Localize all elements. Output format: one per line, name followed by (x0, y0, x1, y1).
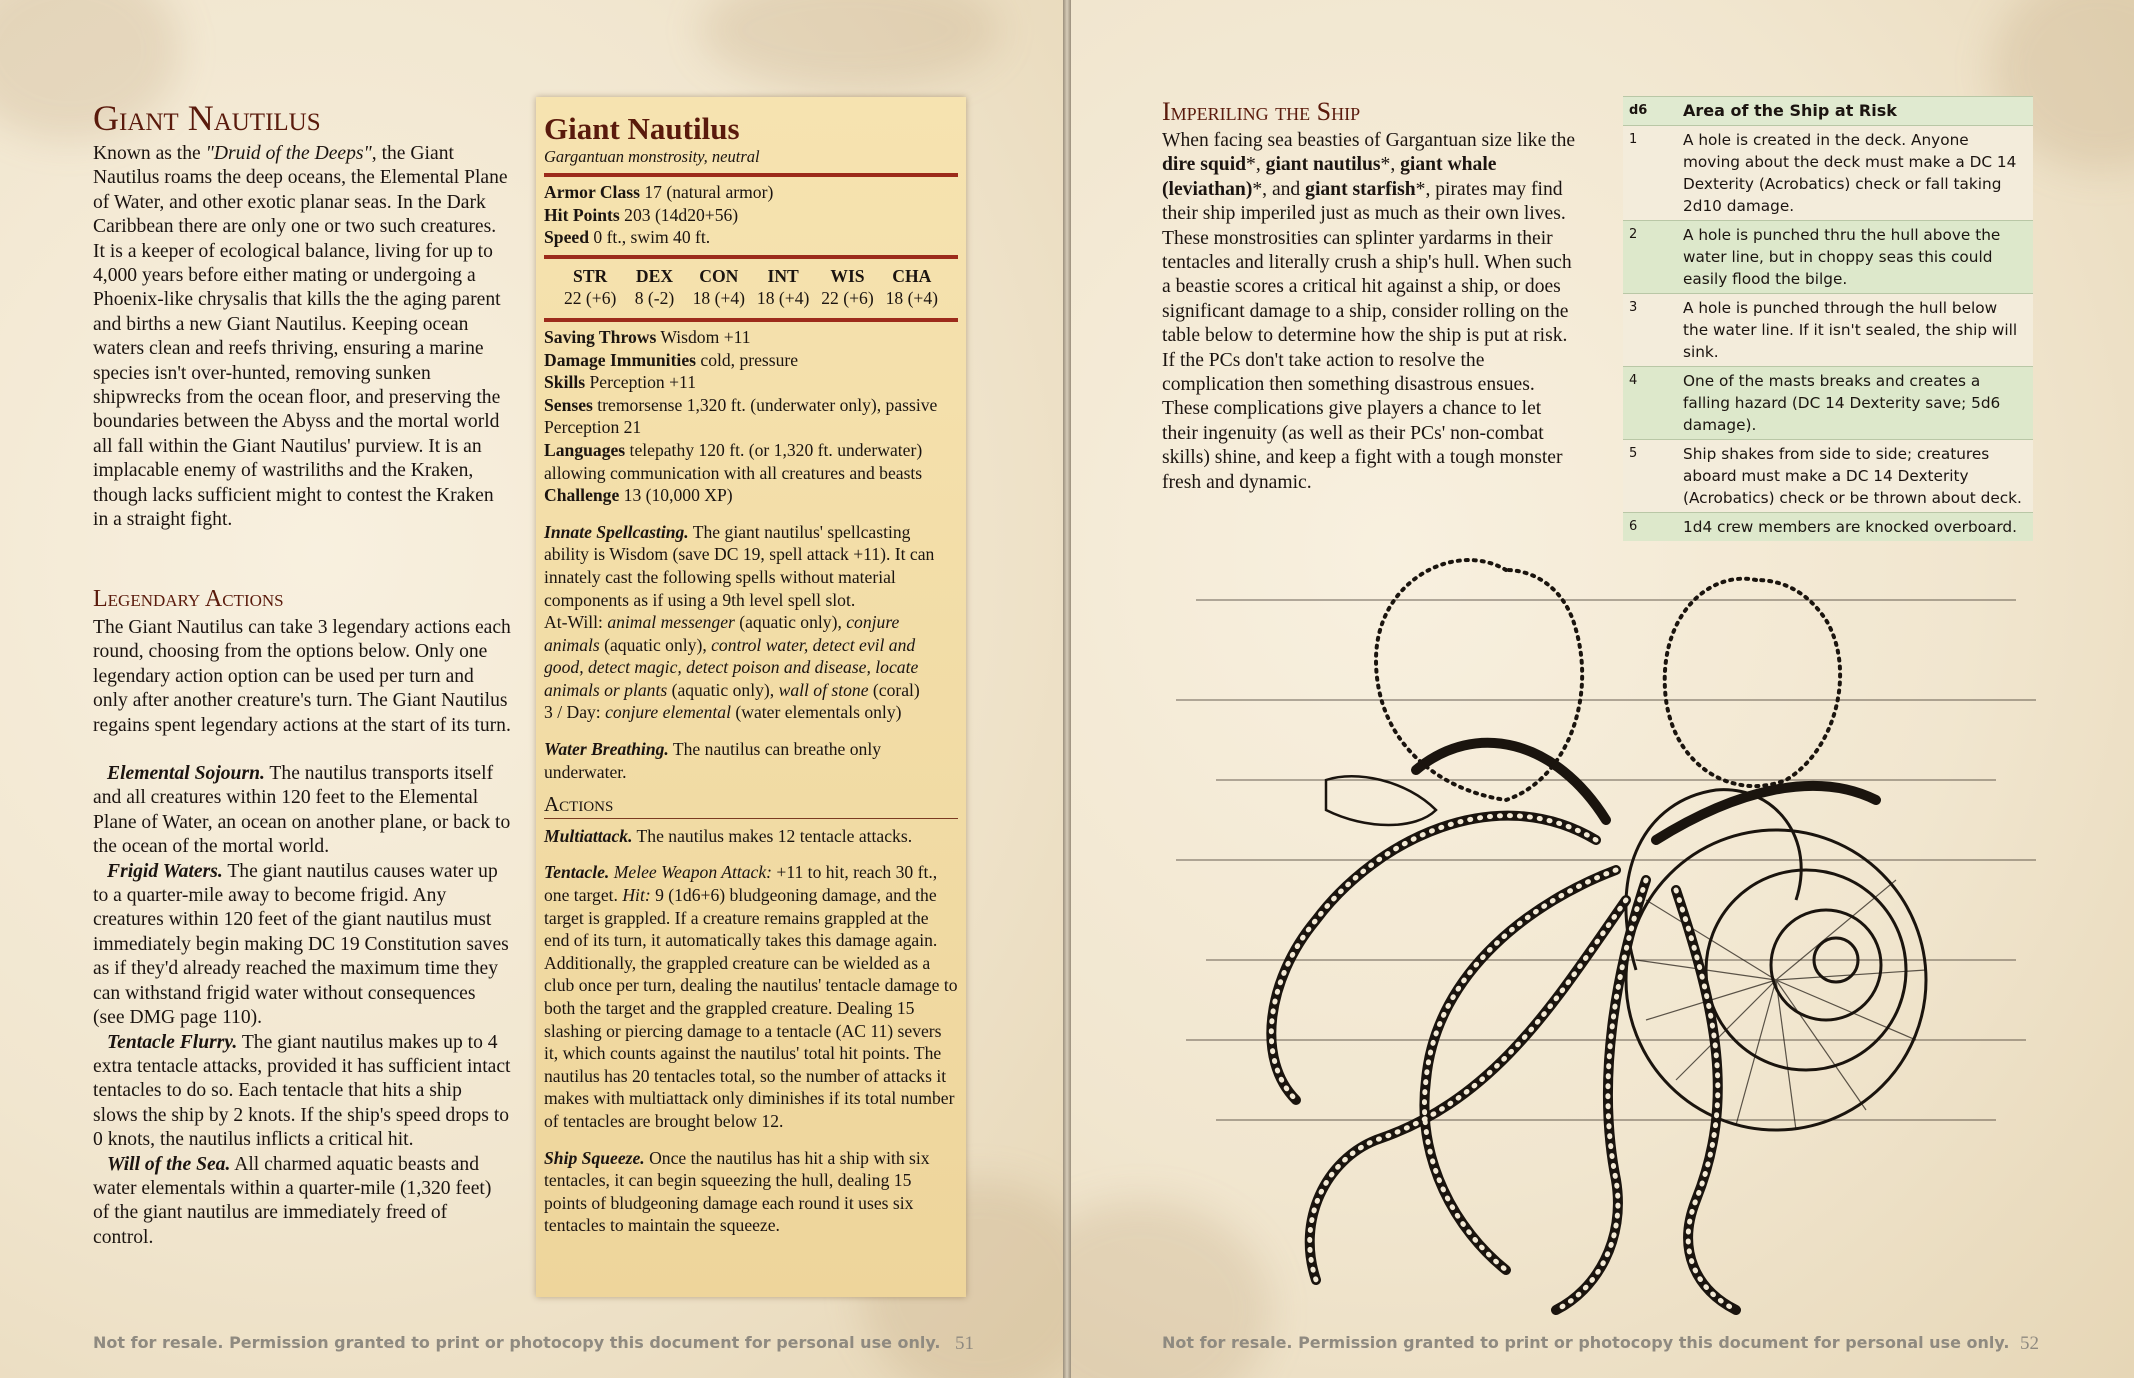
table-cell: 2 (1623, 221, 1677, 294)
action-multiattack: Multiattack. The nautilus makes 12 tentacle attacks. (544, 825, 913, 846)
table-cell: One of the masts breaks and creates a falling hazard (DC 14 Dexterity save; 5d6 damage). (1677, 367, 2033, 440)
languages: Languages telepathy 120 ft. (or 1,320 ft. underwater) allowing communication with all creatures and beasts (544, 439, 923, 483)
armor-class: Armor Class 17 (natural armor) (544, 182, 774, 202)
ability-dex: DEX 8 (-2) (634, 265, 675, 309)
saving-throws: Saving Throws Wisdom +11 (544, 326, 751, 347)
statblock-name: Giant Nautilus (544, 111, 740, 146)
intro-paragraph: Known as the "Druid of the Deeps", the Giant Nautilus roams the deep oceans, the Elemental Plane of Water, and other exotic planar seas. In the Dark Caribbean there are only one or two such creatures. It is a keeper of ecological balance, living for up to 4,000 years before either mating or undergoing a Phoenix-like chrysalis that kills the the aging parent and births a new Giant Nautilus. Keeping ocean waters clean and reefs thriving, ensuring a marine species isn't over-hunted, removing sunken shipwrecks from the ocean floor, and preserving the boundaries between the Abyss and the mortal world all fall within the Giant Nautilus' purview. It is an implacable enemy of wastriliths and the Kraken, though lacks sufficient might to contest the Kraken in a straight fight. (93, 143, 508, 531)
ability-int: INT 18 (+4) (756, 265, 810, 309)
divider (544, 173, 958, 177)
left-page (0, 0, 1063, 1378)
innate-spellcasting: Innate Spellcasting. The giant nautilus' spellcasting ability is Wisdom (save DC 19, spell attack +11). It can innately cast the following spells without material components as if using a 9th level spell slot. (544, 521, 935, 610)
section-title: Imperiling the Ship (1162, 97, 1361, 126)
senses: Senses tremorsense 1,320 ft. (underwater only), passive Perception 21 (544, 394, 938, 438)
actions-heading: Actions (544, 793, 958, 819)
damage-immunities: Damage Immunities cold, pressure (544, 349, 799, 370)
legendary-item: Tentacle Flurry. The giant nautilus makes up to 4 extra tentacle attacks, provided it has sufficient intact tentacles to do so. Each tentacle that hits a ship slows the ship by 2 knots. If the ship's speed drops to 0 knots, the nautilus inflicts a critical hit. (93, 1031, 511, 1151)
legendary-actions-text: The Giant Nautilus can take 3 legendary actions each round, choosing from the options below. Only one legendary action option can be used per turn and only after another creature's turn. The Giant Nautilus regains spent legendary actions at the start of its turn. Elemental Sojourn. The nautilus transports itself and all creatures within 120 feet to the Elemental Plane of Water, an ocean on another plane, or back to the ocean of the mortal world. Frigid Waters. The giant nautilus causes water up to a quarter-mile away to become frigid. Any creatures within 120 feet of the giant nautilus must immediately begin making DC 19 Constitution saves as if they'd already reached the maximum time they can withstand frigid water without consequences (see DMG page 110). Tentacle Flurry. The giant nautilus makes up to 4 extra tentacle attacks, provided it has sufficient intact tentacles to do so. Each tentacle that hits a ship slows the ship by 2 knots. If the ship's speed drops to 0 knots, the nautilus inflicts a critical hit. Will of the Sea. All charmed aquatic beasts and water elementals within a quarter-mile (1,320 feet) of the giant nautilus are immediately freed of control. (93, 616, 511, 1250)
header-area: Area of the Ship at Risk (1677, 97, 2033, 126)
table-cell: 4 (1623, 367, 1677, 440)
table-row (1623, 126, 2033, 221)
legendary-item: Frigid Waters. The giant nautilus causes water up to a quarter-mile away to become frigid. Any creatures within 120 feet of the giant nautilus must immediately begin making DC 19 Constitution saves as if they'd already reached the maximum time they can withstand frigid water without consequences (see DMG page 110). (93, 860, 509, 1029)
book-spine (1063, 0, 1071, 1378)
table-header (1623, 97, 2033, 126)
page-title: Giant Nautilus (93, 98, 321, 138)
imperiling-paragraph: When facing sea beasties of Gargantuan size like the dire squid*, giant nautilus*, giant whale (leviathan)*, and giant starfish*, pirates may find their ship imperiled just as much as their own lives. These monstrosities can splinter yardarms in their tentacles and literally crush a ship's hull. When such a beastie scores a critical hit against a ship, or does significant damage to a ship, consider rolling on the table below to determine how the ship is put at risk. If the PCs don't take action to resolve the complication then something disastrous ensues. These complications give players a chance to let their ingenuity (as well as their PCs' non-combat skills) shine, and keep a fight with a tough monster fresh and dynamic. (1162, 130, 1576, 493)
table-cell: A hole is punched thru the hull above the water line, but in choppy seas this could easily flood the bilge. (1677, 221, 2033, 294)
at-will-spells: At-Will: animal messenger (aquatic only), conjure animals (aquatic only), control water, detect evil and good, detect magic, detect poison and disease, locate animals or plants (aquatic only), wall of stone (coral) (544, 612, 920, 700)
skills: Skills Perception +11 (544, 372, 696, 393)
footer-notice-right: Not for resale. Permission granted to print or photocopy this document for personal use only. (1162, 1333, 2010, 1352)
ability-wis: WIS 22 (+6) (821, 265, 874, 309)
divider (544, 318, 958, 322)
table-cell: 5 (1623, 440, 1677, 513)
legendary-actions-heading: Legendary Actions (93, 586, 284, 612)
ship-risk-table (1623, 96, 2033, 541)
statblock-type: Gargantuan monstrosity, neutral (544, 147, 760, 166)
per-day-spells: 3 / Day: conjure elemental (water elementals only) (544, 702, 902, 723)
legendary-item: Will of the Sea. All charmed aquatic beasts and water elementals within a quarter-mile (1,320 feet) of the giant nautilus are immediately freed of control. (93, 1153, 492, 1248)
ability-str: STR 22 (+6) (563, 265, 617, 309)
table-cell: A hole is created in the deck. Anyone moving about the deck must make a DC 14 Dexterity (Acrobatics) check or fall taking 2d10 damage. (1677, 126, 2033, 221)
action-ship-squeeze: Ship Squeeze. Once the nautilus has hit a ship with six tentacles, it can begin squeezing the hull, dealing 15 points of bludgeoning damage each round it uses six tentacles to maintain the squeeze. (544, 1147, 930, 1236)
hit-points: Hit Points 203 (14d20+56) (544, 204, 739, 225)
stat-block (536, 97, 966, 1297)
table-row (1623, 440, 2033, 513)
table-row (1623, 513, 2033, 542)
giant-nautilus-illustration (1176, 540, 2036, 1320)
ability-scores (544, 263, 958, 312)
page-number-right: 52 (2020, 1333, 2039, 1354)
action-tentacle: Tentacle. Melee Weapon Attack: +11 to hit, reach 30 ft., one target. Hit: 9 (1d6+6) bludgeoning damage, and the target is grappled. If a creature remains grappled at the end of its turn, it automatically takes this damage again. Additionally, the grappled creature can be wielded as a club once per turn, dealing the nautilus' tentacle damage to both the target and the grappled creature. Dealing 15 slashing or piercing damage to a tentacle (AC 11) severs it, which counts against the nautilus' total hit points. The nautilus has 20 tentacles total, so the number of attacks it makes with multiattack only diminishes if its total number of tentacles are brought below 12. (544, 862, 958, 1131)
table-row (1623, 294, 2033, 367)
ability-con: CON 18 (+4) (692, 265, 746, 309)
header-d6: d6 (1623, 97, 1677, 126)
table-cell: 1 (1623, 126, 1677, 221)
footer-notice: Not for resale. Permission granted to print or photocopy this document for personal use only. (93, 1333, 941, 1352)
legendary-item: Elemental Sojourn. The nautilus transports itself and all creatures within 120 feet to the Elemental Plane of Water, an ocean on another plane, or back to the ocean of the mortal world. (93, 763, 511, 858)
divider (544, 255, 958, 259)
challenge: Challenge 13 (10,000 XP) (544, 485, 733, 506)
water-breathing: Water Breathing. The nautilus can breathe only underwater. (544, 739, 882, 782)
table-row (1623, 221, 2033, 294)
table-cell: 6 (1623, 513, 1677, 542)
table-cell: A hole is punched through the hull below the water line. If it isn't sealed, the ship will sink. (1677, 294, 2033, 367)
page-number: 51 (955, 1333, 974, 1354)
ability-cha: CHA 18 (+4) (885, 265, 939, 309)
table-cell: 3 (1623, 294, 1677, 367)
table-cell: 1d4 crew members are knocked overboard. (1677, 513, 2033, 542)
table-cell: Ship shakes from side to side; creatures aboard must make a DC 14 Dexterity (Acrobatics) check or be thrown about deck. (1677, 440, 2033, 513)
speed: Speed 0 ft., swim 40 ft. (544, 227, 711, 248)
table-row (1623, 367, 2033, 440)
